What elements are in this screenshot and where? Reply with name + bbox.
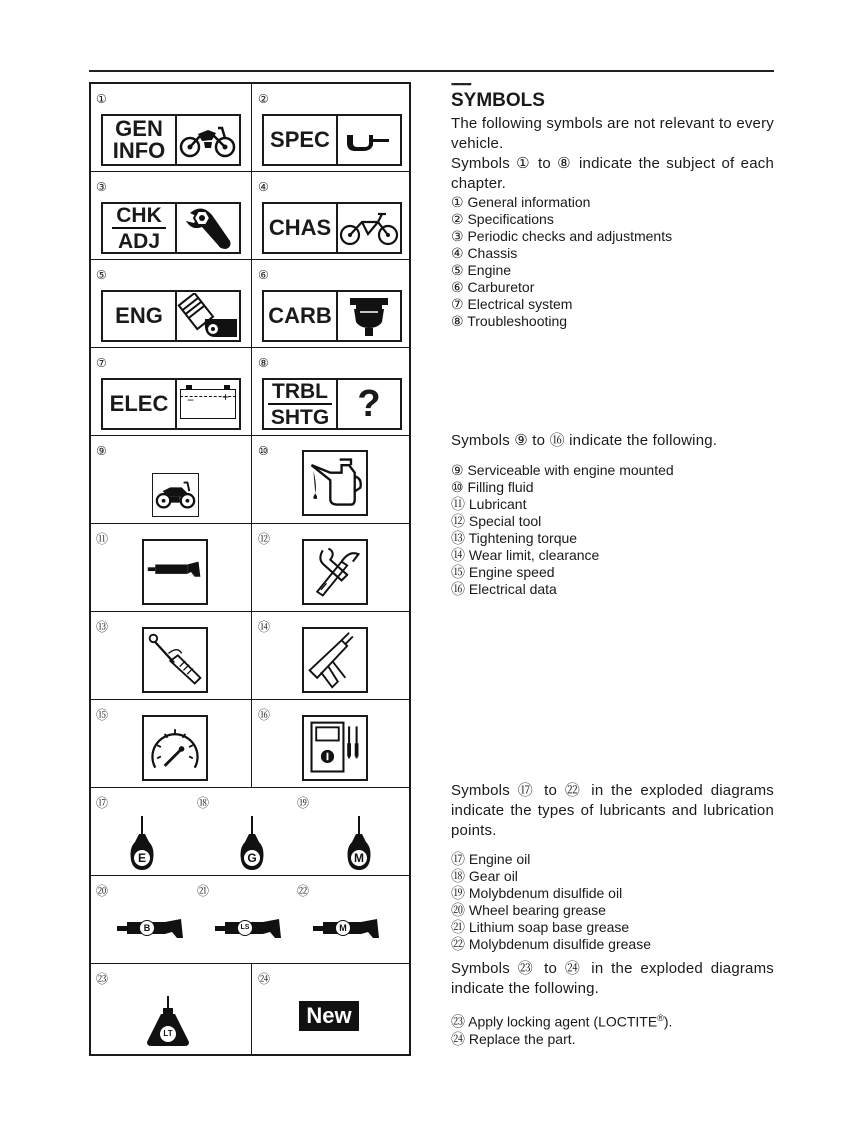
top-rule xyxy=(89,70,774,72)
cell-engine-mounted xyxy=(91,436,252,523)
special-tool-icon xyxy=(302,539,368,605)
chapter-symbol-list xyxy=(451,194,774,330)
symbol-number: ① xyxy=(96,92,107,106)
grid-row-7 xyxy=(91,612,409,700)
lithium-grease-letter: LS xyxy=(237,920,253,936)
adj-label: ADJ xyxy=(117,229,160,253)
cell-specifications xyxy=(252,84,409,171)
piston-icon xyxy=(177,292,239,340)
symbol-number: ㉓ xyxy=(96,972,109,986)
gen-info-symbol xyxy=(101,114,241,166)
cell-electrical-data xyxy=(252,700,409,787)
symbol-number: ⑮ xyxy=(96,708,109,722)
list-item: ⑬ Tightening torque xyxy=(451,530,578,546)
gear-oil-letter: G xyxy=(244,850,260,866)
cell-filling-fluid xyxy=(252,436,409,523)
symbol-number: ㉔ xyxy=(258,972,271,986)
cell-troubleshooting xyxy=(252,348,409,435)
symbol-number: ⑩ xyxy=(258,444,269,458)
engine-oil-letter: E xyxy=(134,850,150,866)
symbol-number: ⑧ xyxy=(258,356,269,370)
list-item: ⑪ Lubricant xyxy=(451,496,527,512)
elec-label: ELEC xyxy=(103,380,177,428)
symbol-number: ② xyxy=(258,92,269,106)
cell-electrical-system xyxy=(91,348,252,435)
cell-locking-agent xyxy=(91,964,252,1054)
symbol-number: ⑥ xyxy=(258,268,269,282)
list-item xyxy=(451,1010,774,1031)
list-item: ㉒ Molybdenum disulfide grease xyxy=(451,936,651,952)
battery-plus-label: + xyxy=(221,390,229,404)
torque-wrench-icon xyxy=(142,627,208,693)
symbol-number: ⑫ xyxy=(258,532,271,546)
list-item: ④ Chassis xyxy=(451,245,518,261)
symbol-number: ⑬ xyxy=(96,620,109,634)
molybdenum-grease-letter: M xyxy=(335,920,351,936)
battery-minus-label: − xyxy=(187,393,195,407)
symbol-number: ⑨ xyxy=(96,444,107,458)
eng-label: ENG xyxy=(103,292,177,340)
locking-agent-text: ㉓ Apply locking agent (LOCTITE xyxy=(451,1013,658,1030)
gear-oil-icon xyxy=(239,816,265,872)
battery-icon xyxy=(177,380,239,428)
grease-gun-icon xyxy=(142,539,208,605)
list-item: ㉔ Replace the part. xyxy=(451,1030,576,1047)
intro-paragraph: The following symbols are not relevant to every vehicle. xyxy=(451,115,774,152)
symbol-number: ㉒ xyxy=(297,884,310,898)
list-item: ① General information xyxy=(451,194,591,210)
molybdenum-grease-icon xyxy=(313,918,381,940)
eng-symbol xyxy=(101,290,241,342)
grid-row-10 xyxy=(91,876,409,964)
list-item: ⑧ Troubleshooting xyxy=(451,313,568,329)
symbol-number: ⑪ xyxy=(96,532,109,546)
list-item: ⑩ Filling fluid xyxy=(451,479,534,495)
cell-special-tool xyxy=(252,524,409,611)
list-item: ⑲ Molybdenum disulfide oil xyxy=(451,885,623,901)
cell-replace-part xyxy=(252,964,409,1054)
grid-row-9 xyxy=(91,788,409,876)
grid-row-6 xyxy=(91,524,409,612)
trbl-label: TRBL xyxy=(268,381,332,405)
locking-agent-icon xyxy=(145,996,191,1046)
symbol-number: ⑯ xyxy=(258,708,271,722)
motorcycle-icon xyxy=(177,116,239,164)
carburetor-icon xyxy=(338,292,400,340)
grid-row-11 xyxy=(91,964,409,1054)
carb-symbol xyxy=(262,290,402,342)
symbol-number: ③ xyxy=(96,180,107,194)
page-title: SYMBOLS xyxy=(451,90,545,111)
carb-label: CARB xyxy=(264,292,338,340)
list-item: ⑳ Wheel bearing grease xyxy=(451,902,606,918)
procedure-symbols-paragraph: Symbols ⑨ to ⑯ indicate the following. xyxy=(451,432,718,449)
symbol-number: ④ xyxy=(258,180,269,194)
list-item: ③ Periodic checks and adjustments xyxy=(451,228,673,244)
symbol-number: ⑲ xyxy=(297,796,310,810)
chk-label: CHK xyxy=(112,205,166,229)
symbol-number: ⑰ xyxy=(96,796,109,810)
chas-label: CHAS xyxy=(264,204,338,252)
symbol-grid xyxy=(89,82,411,1056)
cell-lubricant xyxy=(91,524,252,611)
list-item: ⑱ Gear oil xyxy=(451,868,518,884)
symbol-number: ⑳ xyxy=(96,884,109,898)
grid-row-2 xyxy=(91,172,409,260)
question-mark-icon: ? xyxy=(357,382,381,425)
oil-can-icon xyxy=(302,450,368,516)
new-part-badge: New xyxy=(299,1001,359,1031)
lubricant-symbols-paragraph: Symbols ⑰ to ㉒ in the exploded diagrams indicate the types of lubricants and lubrication points. xyxy=(451,782,774,839)
list-item: ② Specifications xyxy=(451,211,554,227)
cell-periodic-checks xyxy=(91,172,252,259)
registered-mark: ® xyxy=(657,1013,664,1023)
cell-tightening-torque xyxy=(91,612,252,699)
diagram-symbols-paragraph: Symbols ㉓ to ㉔ in the exploded diagrams indicate the following. xyxy=(451,960,774,997)
wheel-bearing-grease-icon xyxy=(117,918,185,940)
list-item: ⑮ Engine speed xyxy=(451,564,555,580)
grid-row-1 xyxy=(91,84,409,172)
chk-adj-symbol xyxy=(101,202,241,254)
procedure-symbol-list xyxy=(451,462,774,598)
chas-symbol xyxy=(262,202,402,254)
trbl-shtg-symbol xyxy=(262,378,402,430)
tachometer-icon xyxy=(142,715,208,781)
list-item: ⑨ Serviceable with engine mounted xyxy=(451,462,674,478)
section-dots: ▪▪▪▪▪▪▪▪▪ xyxy=(451,79,471,89)
molybdenum-oil-icon xyxy=(346,816,372,872)
list-item: ⑤ Engine xyxy=(451,262,512,278)
list-item: ㉑ Lithium soap base grease xyxy=(451,919,630,935)
cell-chassis xyxy=(252,172,409,259)
wrench-nut-icon xyxy=(177,204,239,252)
list-item: ⑰ Engine oil xyxy=(451,851,531,867)
grid-row-4 xyxy=(91,348,409,436)
symbol-number: ⑭ xyxy=(258,620,271,634)
grid-row-8 xyxy=(91,700,409,788)
cell-engine-speed xyxy=(91,700,252,787)
chassis-frame-icon xyxy=(338,204,400,252)
diagram-symbol-list xyxy=(451,1010,774,1048)
gen-label: GEN xyxy=(115,116,163,141)
multimeter-icon xyxy=(302,715,368,781)
shtg-label: SHTG xyxy=(270,405,330,429)
info-label: INFO xyxy=(112,138,166,163)
cell-carburetor xyxy=(252,260,409,347)
symbol-number: ㉑ xyxy=(197,884,210,898)
list-item: ⑦ Electrical system xyxy=(451,296,573,312)
engine-oil-icon xyxy=(129,816,155,872)
grid-row-5 xyxy=(91,436,409,524)
cell-wear-limit xyxy=(252,612,409,699)
lithium-grease-icon xyxy=(215,918,283,940)
wheel-bearing-grease-letter: B xyxy=(139,920,155,936)
symbol-number: ⑤ xyxy=(96,268,107,282)
locking-agent-letter: LT xyxy=(160,1026,176,1042)
grid-row-3 xyxy=(91,260,409,348)
molybdenum-oil-letter: M xyxy=(351,850,367,866)
spec-symbol xyxy=(262,114,402,166)
symbol-number: ⑦ xyxy=(96,356,107,370)
list-item: ⑭ Wear limit, clearance xyxy=(451,547,600,563)
list-item: ⑥ Carburetor xyxy=(451,279,535,295)
list-item: ⑯ Electrical data xyxy=(451,581,557,597)
caliper-icon xyxy=(302,627,368,693)
cell-engine xyxy=(91,260,252,347)
cell-general-information xyxy=(91,84,252,171)
list-item: ⑫ Special tool xyxy=(451,513,542,529)
symbol-number: ⑱ xyxy=(197,796,210,810)
spec-label: SPEC xyxy=(264,116,338,164)
wrench-gauge-icon xyxy=(338,116,400,164)
locking-agent-text-end: ). xyxy=(663,1013,673,1030)
elec-symbol xyxy=(101,378,241,430)
chapter-symbols-paragraph: Symbols ① to ⑧ indicate the subject of each chapter. xyxy=(451,155,774,192)
lubricant-symbol-list xyxy=(451,851,774,953)
engine-mounted-icon xyxy=(152,473,199,517)
